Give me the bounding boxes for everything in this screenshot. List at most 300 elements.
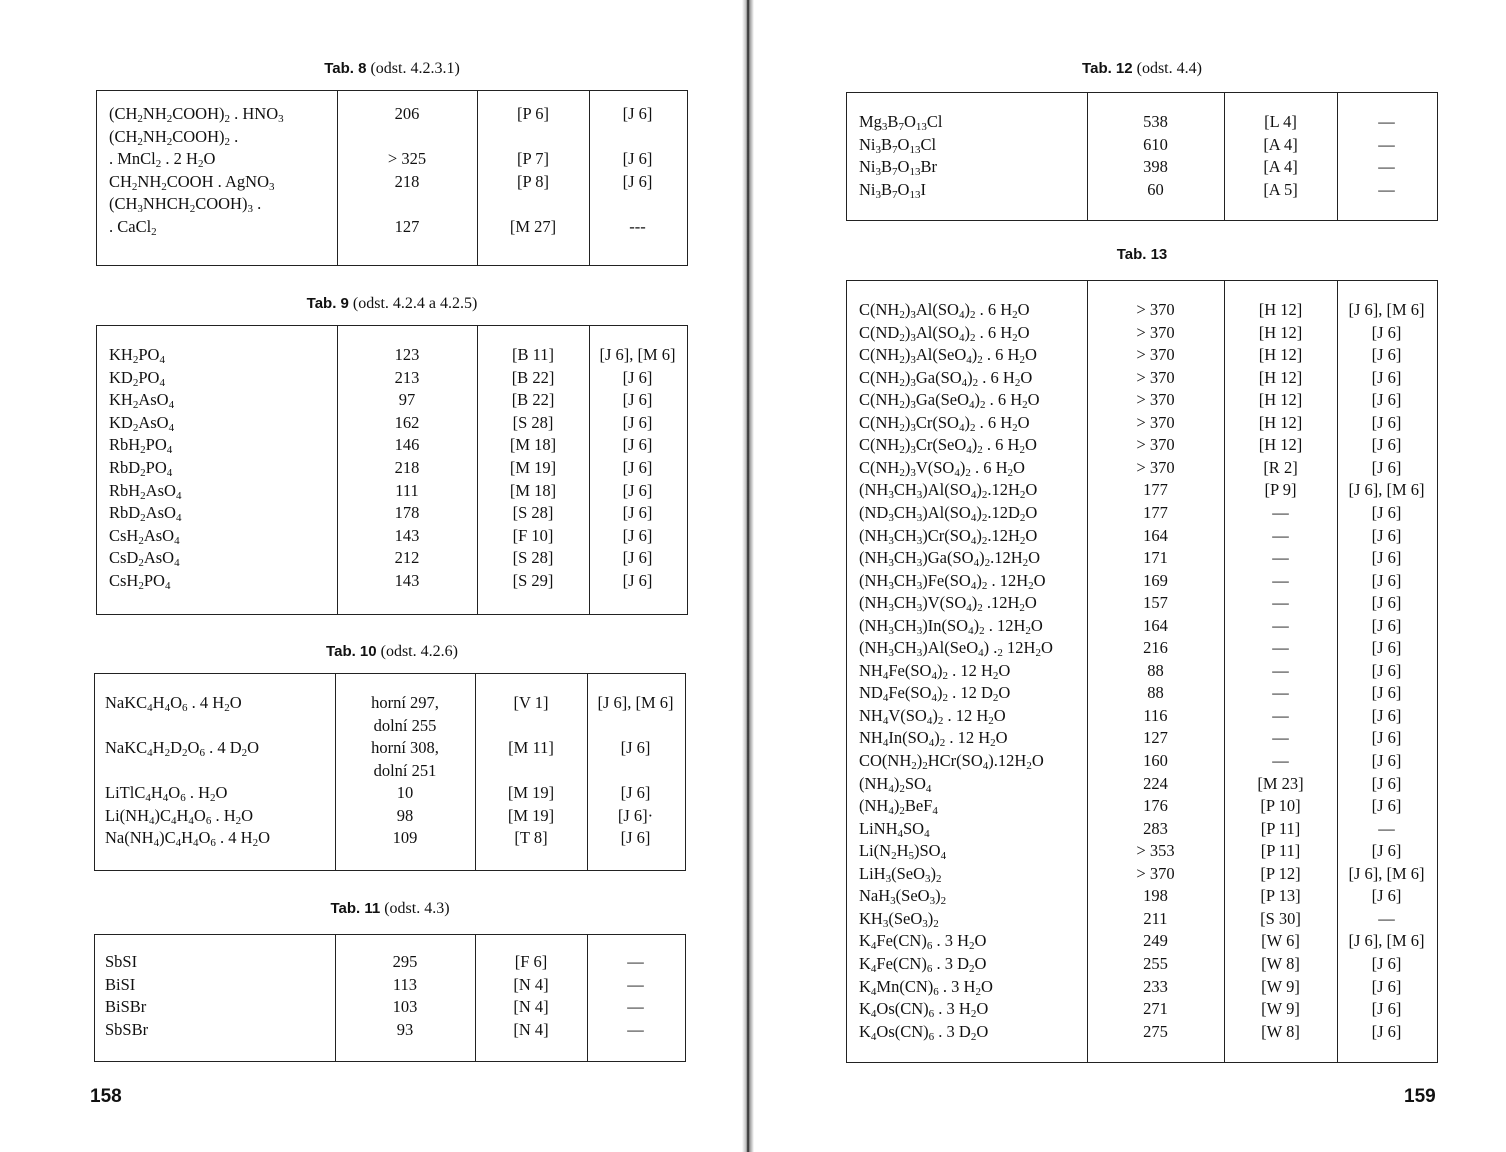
- review-reference-cell: [J 6]: [1371, 615, 1402, 635]
- review-reference-cell: [J 6]: [1371, 322, 1402, 342]
- tab11-row: [95, 974, 685, 996]
- compound-formula: $C(NH_2)_3Al(SO_4)_2$ . 6 $H_2O$: [859, 300, 1030, 321]
- tab13-row: [847, 637, 1437, 659]
- tab13-row: [847, 953, 1437, 975]
- temperature-value: 98: [396, 805, 414, 825]
- temperature-value: > 370: [1136, 412, 1175, 432]
- compound-formula: $Ni_3B_7O_{13}Cl$: [859, 134, 937, 156]
- review-reference-cell: [J 6]: [622, 104, 653, 123]
- reference-cell: [W 9]: [1261, 999, 1300, 1019]
- tab13-row: [847, 412, 1437, 434]
- review-reference-cell: [J 6]: [622, 171, 653, 191]
- reference-cell: [V 1]: [513, 693, 549, 712]
- tab13-row: [847, 592, 1437, 614]
- temperature-value: horní 308,: [371, 738, 439, 757]
- review-reference-cell: [J 6]: [1371, 751, 1402, 770]
- review-reference-cell: —: [1378, 179, 1395, 199]
- review-reference-cell: [J 6]: [1371, 796, 1402, 816]
- temperature-value: 271: [1143, 999, 1168, 1019]
- tab13-row: [847, 570, 1437, 592]
- reference-cell: [M 11]: [508, 738, 554, 757]
- temperature-value: 88: [1147, 660, 1164, 680]
- tab13-row: [847, 344, 1437, 366]
- compound-formula: . MnCl$_2$ . 2 $H_2O$: [109, 149, 216, 170]
- tab10-table: [94, 673, 686, 871]
- compound-formula: $(NH_3CH_3)Cr(SO_4)_2.12H_2O$: [859, 525, 1038, 547]
- review-reference-cell: [J 6]: [1371, 728, 1402, 748]
- tab13-row: [847, 389, 1437, 411]
- review-reference-cell: [J 6]: [622, 480, 653, 500]
- review-reference-cell: [J 6]: [1371, 412, 1402, 432]
- review-reference-cell: —: [627, 974, 644, 994]
- review-reference-cell: —: [627, 952, 644, 971]
- review-reference-cell: [J 6]: [622, 412, 653, 432]
- temperature-value: > 370: [1136, 345, 1175, 365]
- tab13-table: [846, 280, 1438, 1063]
- reference-cell: [B 11]: [511, 345, 554, 364]
- tab9-row: [97, 389, 687, 411]
- temperature-value: 255: [1143, 953, 1168, 973]
- compound-formula: $Li(N_2H_5)SO_4$: [859, 841, 947, 863]
- reference-cell: [N 4]: [513, 1019, 549, 1039]
- temperature-value: 233: [1143, 976, 1168, 996]
- compound-formula: $LiTlC_4H_4O_6$ . $H_2O$: [105, 783, 228, 804]
- review-reference-cell: —: [1378, 112, 1395, 131]
- review-reference-cell: [J 6]: [1371, 502, 1402, 522]
- tab8-row: [97, 103, 687, 125]
- tab9-caption: Tab. 9 (odst. 4.2.4 a 4.2.5): [306, 295, 478, 312]
- tab12-caption: Tab. 12 (odst. 4.4): [1082, 60, 1202, 77]
- tab13-row: [847, 863, 1437, 885]
- compound-formula: $C(NH_2)_3Ga(SO_4)_2$ . 6 $H_2O$: [859, 367, 1033, 389]
- review-reference-cell: [J 6], [M 6]: [599, 345, 676, 364]
- temperature-value: 162: [394, 412, 420, 432]
- temperature-value: 177: [1143, 502, 1168, 522]
- tab8-table: [96, 90, 688, 266]
- review-reference-cell: —: [1378, 157, 1395, 176]
- tab8-row: [97, 216, 687, 238]
- compound-formula: $C(NH_2)_3Cr(SeO_4)_2$ . 6 $H_2O$: [859, 435, 1037, 457]
- reference-cell: [L 4]: [1264, 112, 1297, 131]
- reference-cell: [P 10]: [1260, 796, 1301, 816]
- reference-cell: —: [1272, 683, 1289, 703]
- tab9-table: [96, 325, 688, 615]
- reference-cell: [P 11]: [1260, 841, 1301, 861]
- temperature-value: 218: [394, 171, 420, 191]
- review-reference-cell: [J 6]: [622, 503, 653, 523]
- tab13-row: [847, 818, 1437, 840]
- reference-cell: [H 12]: [1258, 300, 1303, 319]
- reference-cell: [P 7]: [517, 149, 549, 168]
- tab11-row: [95, 951, 685, 973]
- review-reference-cell: [J 6]: [1371, 367, 1402, 387]
- review-reference-cell: [J 6]: [1371, 525, 1402, 545]
- temperature-value: horní 297,: [371, 693, 439, 712]
- review-reference-cell: [J 6]: [1371, 886, 1402, 906]
- temperature-value: 123: [394, 345, 420, 364]
- compound-formula: $NaKC_4H_2D_2O_6$ . 4 $D_2O$: [105, 738, 260, 759]
- temperature-value: 177: [1143, 480, 1168, 500]
- tab12-row: [847, 156, 1437, 178]
- reference-cell: [M 27]: [509, 216, 557, 236]
- reference-cell: [H 12]: [1258, 345, 1303, 365]
- compound-formula: $(CH_3NHCH_2COOH)_3$ .: [109, 194, 262, 215]
- reference-cell: [M 23]: [1257, 773, 1304, 793]
- tab10-row: [95, 782, 685, 804]
- temperature-value: 111: [395, 480, 419, 500]
- tab13-row: [847, 705, 1437, 727]
- tab12-row: [847, 134, 1437, 156]
- tab13-row: [847, 795, 1437, 817]
- review-reference-cell: [J 6]: [1371, 773, 1402, 793]
- compound-formula: BiSI: [105, 974, 136, 994]
- review-reference-cell: [J 6]: [622, 525, 653, 545]
- review-reference-cell: [J 6], [M 6]: [1348, 480, 1425, 500]
- reference-cell: [N 4]: [513, 997, 549, 1016]
- reference-cell: —: [1272, 751, 1289, 770]
- temperature-value: > 370: [1136, 322, 1175, 342]
- review-reference-cell: [J 6]: [1371, 999, 1402, 1019]
- compound-formula: $(NH_3CH_3)Al(SeO_4)$ $._2$ $12H_2O$: [859, 638, 1053, 660]
- tab9-row: [97, 344, 687, 366]
- compound-formula: $Ni_3B_7O_{13}I$: [859, 179, 926, 201]
- temperature-value: 398: [1143, 157, 1168, 176]
- reference-cell: [W 9]: [1261, 976, 1300, 996]
- reference-cell: —: [1272, 548, 1289, 568]
- reference-cell: [A 4]: [1263, 134, 1298, 154]
- tab11-caption: Tab. 11 (odst. 4.3): [330, 900, 450, 917]
- compound-formula: CsH$_2$AsO$_4$: [109, 525, 180, 547]
- reference-cell: [M 19]: [509, 458, 557, 477]
- reference-cell: [P 12]: [1260, 863, 1301, 883]
- tab12-row: [847, 179, 1437, 201]
- reference-cell: [B 22]: [511, 390, 555, 410]
- temperature-value: 216: [1143, 638, 1168, 658]
- reference-cell: [F 6]: [514, 952, 548, 971]
- compound-formula: $K_4Os(CN)_6$ . 3 $H_2O$: [859, 999, 989, 1021]
- tab13-row: [847, 840, 1437, 862]
- reference-cell: [T 8]: [514, 828, 548, 847]
- reference-cell: [S 28]: [512, 548, 554, 568]
- compound-formula: $(NH_3CH_3)Al(SO_4)_2.12H_2O$: [859, 480, 1038, 502]
- temperature-value: 88: [1147, 683, 1164, 703]
- temperature-value: 295: [392, 952, 418, 971]
- tab8-row: [97, 171, 687, 193]
- compound-formula: SbSI: [105, 952, 138, 971]
- tab9-row: [97, 480, 687, 502]
- tab10-row: [95, 692, 685, 714]
- temperature-value: 127: [1143, 728, 1168, 748]
- reference-cell: [S 29]: [512, 571, 554, 590]
- review-reference-cell: [J 6]: [622, 548, 653, 568]
- reference-cell: [M 18]: [509, 480, 557, 500]
- review-reference-cell: —: [1378, 818, 1395, 838]
- temperature-value: dolní 251: [373, 760, 437, 780]
- reference-cell: [H 12]: [1258, 390, 1303, 410]
- temperature-value: 143: [394, 571, 420, 590]
- temperature-value: 157: [1143, 593, 1168, 613]
- reference-cell: —: [1272, 525, 1289, 545]
- tab8-row: [97, 126, 687, 148]
- review-reference-cell: [J 6], [M 6]: [1348, 863, 1425, 883]
- reference-cell: [B 22]: [511, 367, 555, 387]
- review-reference-cell: [J 6]: [622, 367, 653, 387]
- review-reference-cell: [J 6]: [1371, 570, 1402, 590]
- reference-cell: [P 8]: [517, 171, 549, 191]
- reference-cell: [A 4]: [1263, 157, 1298, 176]
- temperature-value: 211: [1143, 908, 1168, 928]
- review-reference-cell: [J 6]: [1371, 548, 1402, 568]
- temperature-value: > 325: [387, 149, 427, 168]
- tab8-caption: Tab. 8 (odst. 4.2.3.1): [324, 60, 460, 77]
- reference-cell: [P 13]: [1260, 886, 1301, 906]
- temperature-value: 60: [1147, 179, 1164, 199]
- compound-formula: $ND_4Fe(SO_4)_2$ . 12 $D_2O$: [859, 683, 1011, 705]
- compound-formula: RbD$_2$AsO$_4$: [109, 503, 182, 525]
- review-reference-cell: [J 6]: [1371, 660, 1402, 680]
- tab13-row: [847, 930, 1437, 952]
- reference-cell: [A 5]: [1263, 179, 1298, 199]
- review-reference-cell: [J 6], [M 6]: [1348, 931, 1425, 951]
- page-number-right: 159: [1404, 1086, 1436, 1107]
- reference-cell: —: [1272, 638, 1289, 658]
- compound-formula: $(NH_3CH_3)Fe(SO_4)_2$ . $12H_2O$: [859, 570, 1046, 592]
- temperature-value: 93: [396, 1019, 414, 1039]
- reference-cell: [W 6]: [1261, 931, 1300, 951]
- reference-cell: [M 18]: [509, 435, 557, 455]
- compound-formula: $(ND_3CH_3)Al(SO_4)_2.12D_2O$: [859, 502, 1038, 524]
- compound-formula: $RbD_2PO_4$: [109, 458, 173, 479]
- tab10-row: [95, 805, 685, 827]
- compound-formula: $KD_2PO_4$: [109, 367, 165, 389]
- temperature-value: 198: [1143, 886, 1168, 906]
- temperature-value: 171: [1143, 548, 1168, 568]
- review-reference-cell: [J 6]: [620, 828, 651, 847]
- reference-cell: —: [1272, 593, 1289, 613]
- compound-formula: SbSBr: [105, 1019, 149, 1039]
- compound-formula: $K_4Mn(CN)_6$ . 3 $H_2O$: [859, 976, 993, 998]
- compound-formula: $CsH_2PO_4$: [109, 571, 171, 592]
- review-reference-cell: [J 6]: [1371, 705, 1402, 725]
- reference-cell: [P 6]: [517, 104, 549, 123]
- compound-formula: $C(NH_2)_3Al(SeO_4)_2$ . 6 $H_2O$: [859, 345, 1037, 367]
- review-reference-cell: [J 6]: [1371, 953, 1402, 973]
- tab13-row: [847, 547, 1437, 569]
- compound-formula: $Li(NH_4)C_4H_4O_6$ . $H_2O$: [105, 805, 254, 827]
- temperature-value: 169: [1143, 570, 1168, 590]
- reference-cell: [S 28]: [512, 503, 554, 523]
- temperature-value: 213: [394, 367, 420, 387]
- tab13-row: [847, 727, 1437, 749]
- compound-formula: $C(NH_2)_3Ga(SeO_4)_2$ . 6 $H_2O$: [859, 390, 1040, 412]
- review-reference-cell: [J 6]: [622, 571, 653, 590]
- review-reference-cell: [J 6]: [1371, 638, 1402, 658]
- temperature-value: 10: [396, 783, 414, 802]
- compound-formula: $K_4Os(CN)_6$ . 3 $D_2O$: [859, 1021, 989, 1043]
- temperature-value: 160: [1143, 751, 1168, 770]
- compound-formula: $(CH_2NH_2COOH)_2$ .: [109, 126, 239, 148]
- temperature-value: 143: [394, 525, 420, 545]
- reference-cell: [H 12]: [1258, 322, 1303, 342]
- temperature-value: 283: [1143, 818, 1168, 838]
- reference-cell: —: [1272, 660, 1289, 680]
- temperature-value: 164: [1143, 615, 1168, 635]
- compound-formula: RbH$_2$AsO$_4$: [109, 480, 182, 502]
- temperature-value: > 370: [1136, 300, 1175, 319]
- review-reference-cell: [J 6]: [622, 435, 653, 455]
- tab11-table: [94, 934, 686, 1062]
- reference-cell: [S 30]: [1260, 908, 1301, 928]
- reference-cell: —: [1272, 502, 1289, 522]
- compound-formula: $(CH_2NH_2COOH)_2$ . $HNO_3$: [109, 104, 284, 125]
- review-reference-cell: [J 6]: [1371, 593, 1402, 613]
- review-reference-cell: [J 6]: [622, 390, 653, 410]
- review-reference-cell: [J 6]: [622, 149, 653, 168]
- tab9-row: [97, 412, 687, 434]
- reference-cell: [P 11]: [1260, 818, 1301, 838]
- tab10-row: [95, 715, 685, 737]
- review-reference-cell: —: [1378, 134, 1395, 154]
- tab13-row: [847, 434, 1437, 456]
- reference-cell: [W 8]: [1261, 1021, 1300, 1041]
- tab13-caption: Tab. 13: [1116, 246, 1168, 263]
- reference-cell: [M 19]: [507, 783, 555, 802]
- review-reference-cell: —: [627, 1019, 644, 1039]
- book-gutter: [742, 0, 754, 1152]
- compound-formula: $NH_4In(SO_4)_2$ . 12 $H_2O$: [859, 728, 1008, 750]
- tab10-row: [95, 827, 685, 849]
- temperature-value: 178: [394, 503, 420, 523]
- tab13-row: [847, 660, 1437, 682]
- compound-formula: $LiNH_4SO_4$: [859, 818, 930, 840]
- compound-formula: $CO(NH_2)_2HCr(SO_4).12H_2O$: [859, 751, 1044, 772]
- compound-formula: $K_4Fe(CN)_6$ . 3 $H_2O$: [859, 931, 987, 953]
- temperature-value: dolní 255: [373, 715, 437, 735]
- tab9-row: [97, 570, 687, 592]
- temperature-value: > 370: [1136, 435, 1175, 455]
- reference-cell: [M 19]: [507, 805, 555, 825]
- compound-formula: BiSBr: [105, 997, 147, 1016]
- temperature-value: > 370: [1136, 390, 1175, 410]
- compound-formula: $RbH_2PO_4$: [109, 435, 173, 457]
- compound-formula: $LiH_3(SeO_3)_2$: [859, 863, 942, 885]
- tab13-row: [847, 682, 1437, 704]
- compound-formula: $NaKC_4H_4O_6$ . 4 $H_2O$: [105, 693, 242, 714]
- tab11-row: [95, 996, 685, 1018]
- review-reference-cell: ---: [629, 216, 646, 236]
- compound-formula: CsD$_2$AsO$_4$: [109, 548, 180, 570]
- tab13-row: [847, 322, 1437, 344]
- tab13-row: [847, 299, 1437, 321]
- review-reference-cell: [J 6]: [1371, 1021, 1402, 1041]
- tab9-row: [97, 367, 687, 389]
- compound-formula: $K_4Fe(CN)_6$ . 3 $D_2O$: [859, 953, 987, 975]
- compound-formula: $Na(NH_4)C_4H_4O_6$ . 4 $H_2O$: [105, 828, 271, 849]
- reference-cell: [F 10]: [512, 525, 554, 545]
- review-reference-cell: [J 6]: [622, 458, 653, 477]
- reference-cell: —: [1272, 705, 1289, 725]
- compound-formula: $NH_4Fe(SO_4)_2$ . 12 $H_2O$: [859, 660, 1011, 682]
- tab10-row: [95, 737, 685, 759]
- tab13-row: [847, 367, 1437, 389]
- temperature-value: 249: [1143, 931, 1168, 951]
- compound-formula: $KH_3(SeO_3)_2$: [859, 908, 939, 930]
- temperature-value: 127: [394, 216, 420, 236]
- reference-cell: [N 4]: [513, 974, 549, 994]
- tab13-row: [847, 615, 1437, 637]
- review-reference-cell: [J 6]: [1371, 345, 1402, 365]
- tab13-row: [847, 773, 1437, 795]
- review-reference-cell: [J 6]: [1371, 457, 1402, 477]
- reference-cell: [H 12]: [1258, 367, 1303, 387]
- reference-cell: —: [1272, 570, 1289, 590]
- tab10-row: [95, 760, 685, 782]
- compound-formula: $KH_2AsO_4$: [109, 390, 175, 412]
- reference-cell: —: [1272, 728, 1289, 748]
- tab13-row: [847, 457, 1437, 479]
- tab10-caption: Tab. 10 (odst. 4.2.6): [326, 643, 458, 660]
- reference-cell: [S 28]: [512, 412, 554, 432]
- review-reference-cell: [J 6]: [1371, 841, 1402, 861]
- reference-cell: [H 12]: [1258, 412, 1303, 432]
- review-reference-cell: [J 6], [M 6]: [1348, 300, 1425, 319]
- reference-cell: [H 12]: [1258, 435, 1303, 455]
- compound-formula: $(NH_3CH_3)In(SO_4)_2$ . $12H_2O$: [859, 615, 1043, 637]
- tab11-row: [95, 1019, 685, 1041]
- tab13-row: [847, 479, 1437, 501]
- tab13-row: [847, 998, 1437, 1020]
- compound-formula: $KD_2AsO_4$: [109, 412, 175, 434]
- temperature-value: 224: [1143, 773, 1168, 793]
- compound-formula: $KH_2PO_4$: [109, 345, 165, 366]
- compound-formula: . CaCl$_2$: [109, 216, 157, 238]
- tab12-table: [846, 92, 1438, 221]
- tab12-row: [847, 111, 1437, 133]
- compound-formula: $(NH_4)_2SO_4$: [859, 773, 932, 795]
- compound-formula: $NaH_3(SeO_3)_2$: [859, 886, 947, 908]
- review-reference-cell: [J 6]: [1371, 390, 1402, 410]
- temperature-value: > 370: [1136, 457, 1175, 477]
- page-number-left: 158: [90, 1086, 122, 1107]
- tab8-row: [97, 148, 687, 170]
- tab9-row: [97, 525, 687, 547]
- compound-formula: $Mg_3B_7O_{13}Cl$: [859, 112, 943, 133]
- tab13-row: [847, 525, 1437, 547]
- review-reference-cell: [J 6]·: [617, 805, 654, 825]
- tab13-row: [847, 502, 1437, 524]
- tab13-row: [847, 750, 1437, 772]
- temperature-value: 206: [394, 104, 420, 123]
- temperature-value: 275: [1143, 1021, 1168, 1041]
- reference-cell: [W 8]: [1261, 953, 1300, 973]
- temperature-value: 176: [1143, 796, 1168, 816]
- compound-formula: $NH_4V(SO_4)_2$ . 12 $H_2O$: [859, 705, 1006, 727]
- temperature-value: 113: [392, 974, 418, 994]
- compound-formula: $(NH_3CH_3)V(SO_4)_2$ $.12H_2O$: [859, 593, 1037, 615]
- tab13-row: [847, 908, 1437, 930]
- temperature-value: > 353: [1136, 841, 1175, 861]
- compound-formula: $C(ND_2)_3Al(SO_4)_2$ . 6 $H_2O$: [859, 322, 1030, 344]
- tab9-row: [97, 502, 687, 524]
- tab8-row: [97, 193, 687, 215]
- temperature-value: 218: [394, 458, 420, 477]
- tab9-row: [97, 434, 687, 456]
- review-reference-cell: —: [627, 997, 644, 1016]
- compound-formula: $CH_2NH_2COOH$ . AgNO$_3$: [109, 171, 275, 193]
- review-reference-cell: [J 6]: [1371, 435, 1402, 455]
- temperature-value: > 370: [1136, 367, 1175, 387]
- review-reference-cell: —: [1378, 908, 1395, 928]
